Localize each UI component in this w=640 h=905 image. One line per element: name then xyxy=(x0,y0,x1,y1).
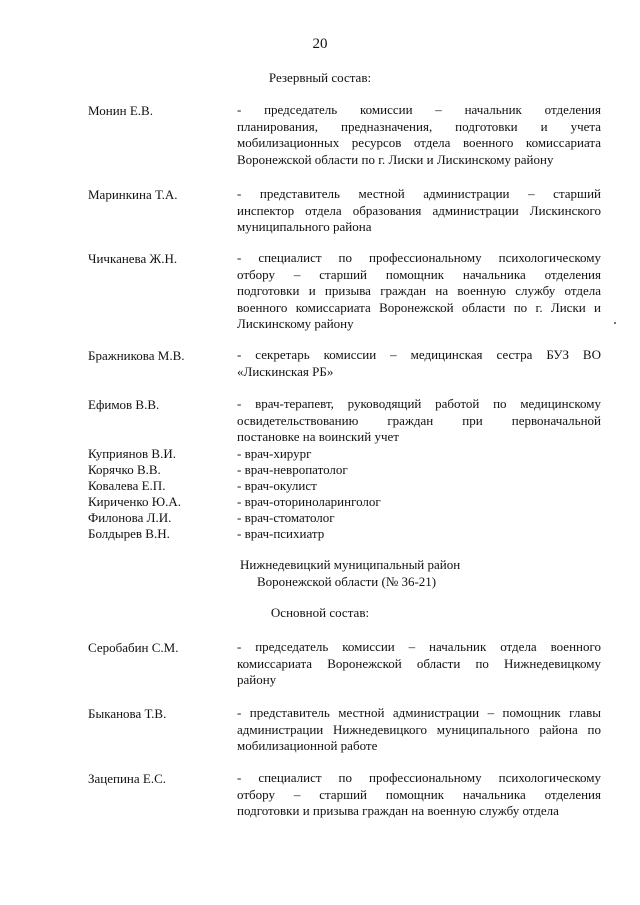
member-role xyxy=(237,186,601,236)
member-name: Зацепина Е.С. xyxy=(88,771,167,786)
role-line: муниципального района xyxy=(237,219,372,234)
role-line: подготовки и призыва граждан на военную службу отдела xyxy=(237,803,559,818)
doctor-role: - врач-психиатр xyxy=(237,526,325,541)
role-line: «Лискинская РБ» xyxy=(237,363,334,379)
member-role xyxy=(237,770,601,820)
role-line: Лискинскому району xyxy=(237,316,354,331)
member-name: Монин Е.В. xyxy=(88,103,153,118)
doctor-name: Болдырев В.Н. xyxy=(88,526,170,541)
member-name: Серобабин С.М. xyxy=(88,640,179,655)
member-role xyxy=(237,250,601,333)
role-line: - председатель комиссии – начальник отделения xyxy=(237,102,601,117)
reserve-heading: Резервный состав: xyxy=(268,70,372,85)
role-line: отбору – старший помощник начальника отделения xyxy=(237,266,601,282)
scan-speck xyxy=(614,322,616,324)
role-line: планирования, предназначения, подготовки и учета xyxy=(237,118,601,134)
member-name: Быканова Т.В. xyxy=(88,706,167,721)
page-number: 20 xyxy=(312,36,328,52)
role-line: мобилизационных ресурсов отдела военного комиссариата xyxy=(237,135,601,150)
role-line: освидетельствованию граждан при первоначальной xyxy=(237,412,601,428)
member-name: Бражникова М.В. xyxy=(88,348,185,363)
role-line: подготовки и призыва граждан на военную службу отдела xyxy=(237,283,601,298)
doctor-name: Ковалева Е.П. xyxy=(88,478,166,493)
role-line: инспектор отдела образования администрации Лискинского xyxy=(237,202,601,218)
district-title: Нижнедевицкий муниципальный район xyxy=(240,557,461,572)
doctor-name: Куприянов В.И. xyxy=(88,446,176,461)
doctor-role: - врач-оториноларинголог xyxy=(237,494,381,509)
role-line: - специалист по профессиональному психологическому xyxy=(237,770,601,785)
district-subtitle: Воронежской области (№ 36-21) xyxy=(257,574,437,589)
role-line: - представитель местной администрации – старший xyxy=(237,186,601,201)
doctor-role: - врач-окулист xyxy=(237,478,317,493)
role-line: - секретарь комиссии – медицинская сестра БУЗ ВО xyxy=(237,347,601,362)
member-role xyxy=(237,347,601,380)
doctor-role: - врач-невропатолог xyxy=(237,462,348,477)
doctor-role: - врач-хирург xyxy=(237,446,312,461)
member-role xyxy=(237,102,601,168)
member-name: Чичканева Ж.Н. xyxy=(88,251,178,266)
role-line: мобилизационной работе xyxy=(237,738,378,753)
main-heading: Основной состав: xyxy=(270,605,370,620)
role-line: комиссариата Воронежской области по Нижнедевицкому xyxy=(237,655,601,671)
role-line: - представитель местной администрации – помощник главы xyxy=(237,705,601,720)
role-line: району xyxy=(237,672,277,687)
role-line: администрации Нижнедевицкого муниципального района по xyxy=(237,721,601,737)
role-line: - врач-терапевт, руководящий работой по медицинскому xyxy=(237,396,601,411)
member-role xyxy=(237,639,601,689)
role-line: военного комиссариата Воронежской области по г. Лиски и xyxy=(237,299,601,315)
doctor-role: - врач-стоматолог xyxy=(237,510,335,525)
role-line: - председатель комиссии – начальник отдела военного xyxy=(237,639,601,654)
doctor-name: Корячко В.В. xyxy=(88,462,161,477)
member-role xyxy=(237,396,601,446)
role-line: - специалист по профессиональному психологическому xyxy=(237,250,601,265)
member-name: Маринкина Т.А. xyxy=(88,187,178,202)
role-line: постановке на воинский учет xyxy=(237,429,399,444)
role-line: отбору – старший помощник начальника отделения xyxy=(237,786,601,802)
member-name: Ефимов В.В. xyxy=(88,397,160,412)
doctor-name: Кириченко Ю.А. xyxy=(88,494,182,509)
role-line: Воронежской области по г. Лиски и Лискинскому району xyxy=(237,151,554,167)
doctor-name: Филонова Л.И. xyxy=(88,510,172,525)
member-role xyxy=(237,705,601,755)
